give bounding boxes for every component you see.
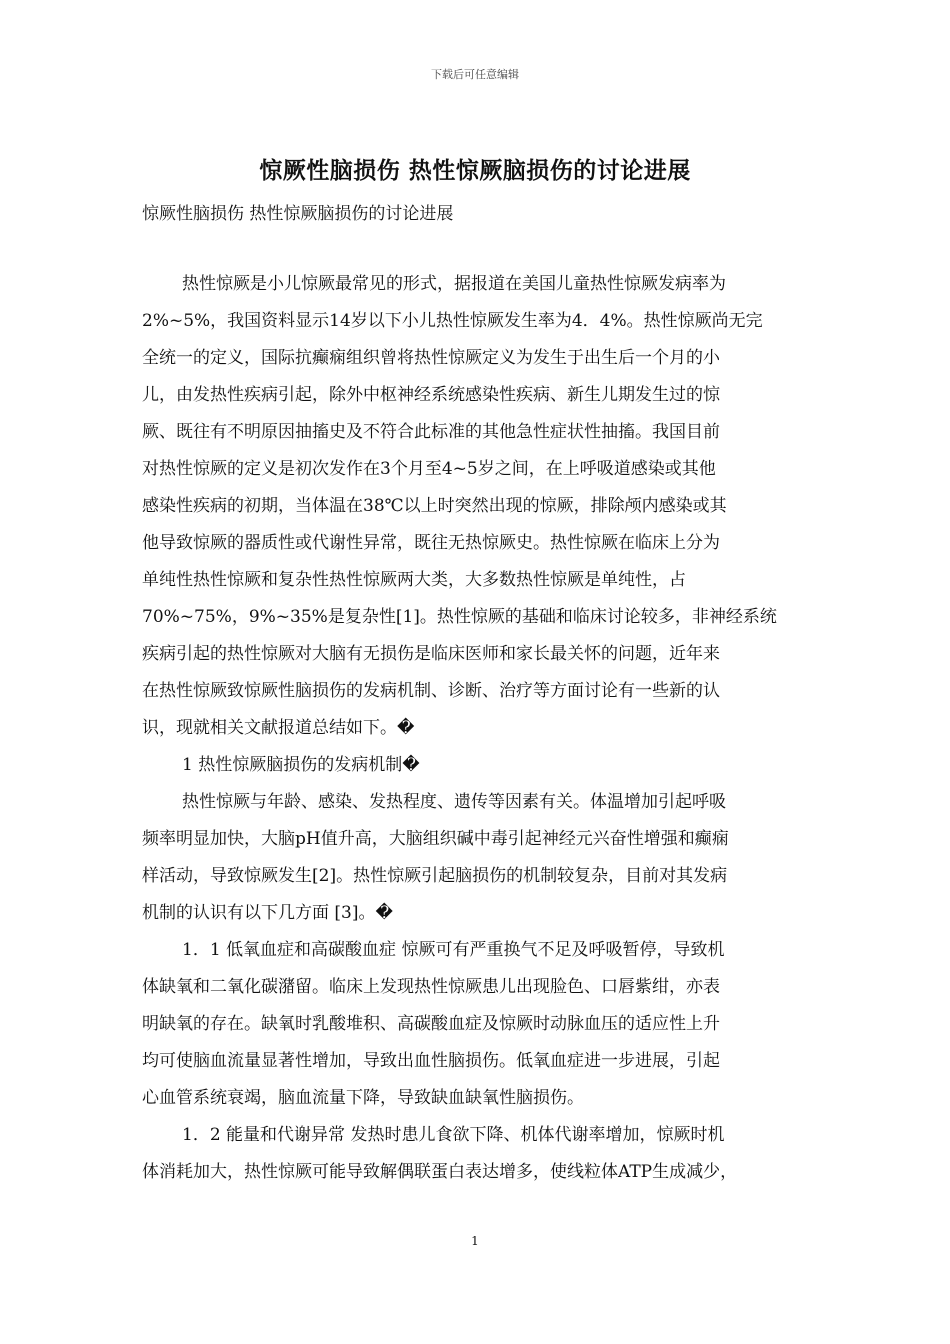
document-subtitle: 惊厥性脑损伤 热性惊厥脑损伤的讨论进展 bbox=[142, 204, 454, 224]
text-line: 儿，由发热性疾病引起，除外中枢神经系统感染性疾病、新生儿期发生过的惊 bbox=[142, 385, 720, 405]
text-line: 识，现就相关文献报道总结如下。� bbox=[142, 718, 415, 738]
text-line: 机制的认识有以下几方面 [3]。� bbox=[142, 903, 393, 923]
text-line: 单纯性热性惊厥和复杂性热性惊厥两大类，大多数热性惊厥是单纯性，占 bbox=[142, 570, 686, 590]
text-line: 感染性疾病的初期，当体温在38℃以上时突然出现的惊厥，排除颅内感染或其 bbox=[142, 496, 727, 516]
text-line: 样活动，导致惊厥发生[2]。热性惊厥引起脑损伤的机制较复杂，目前对其发病 bbox=[142, 866, 728, 886]
document-body bbox=[142, 266, 810, 1191]
text-line: 全统一的定义，国际抗癫痫组织曾将热性惊厥定义为发生于出生后一个月的小 bbox=[142, 348, 720, 368]
text-line: 他导致惊厥的器质性或代谢性异常，既往无热惊厥史。热性惊厥在临床上分为 bbox=[142, 533, 720, 553]
text-line: 热性惊厥与年龄、感染、发热程度、遗传等因素有关。体温增加引起呼吸 bbox=[182, 792, 726, 812]
text-line: 1 热性惊厥脑损伤的发病机制� bbox=[182, 755, 420, 775]
page-number: 1 bbox=[471, 1234, 479, 1248]
text-line: 心血管系统衰竭，脑血流量下降，导致缺血缺氧性脑损伤。 bbox=[142, 1088, 584, 1108]
text-line: 疾病引起的热性惊厥对大脑有无损伤是临床医师和家长最关怀的问题，近年来 bbox=[142, 644, 720, 664]
document-title: 惊厥性脑损伤 热性惊厥脑损伤的讨论进展 bbox=[259, 158, 691, 184]
text-line: 70%~75%，9%~35%是复杂性[1]。热性惊厥的基础和临床讨论较多，非神经系统 bbox=[142, 607, 777, 627]
text-line: 均可使脑血流量显著性增加，导致出血性脑损伤。低氧血症进一步进展，引起 bbox=[142, 1051, 720, 1071]
text-line: 1．2 能量和代谢异常 发热时患儿食欲下降、机体代谢率增加，惊厥时机 bbox=[182, 1125, 725, 1145]
text-line: 1．1 低氧血症和高碳酸血症 惊厥可有严重换气不足及呼吸暂停，导致机 bbox=[182, 940, 725, 960]
page-header: 下载后可任意编辑 bbox=[431, 68, 519, 81]
text-line: 体消耗加大，热性惊厥可能导致解偶联蛋白表达增多，使线粒体ATP生成减少， bbox=[142, 1162, 738, 1182]
text-line: 对热性惊厥的定义是初次发作在3个月至4~5岁之间，在上呼吸道感染或其他 bbox=[142, 459, 716, 479]
text-line: 厥、既往有不明原因抽搐史及不符合此标准的其他急性症状性抽搐。我国目前 bbox=[142, 422, 720, 442]
text-line: 体缺氧和二氧化碳潴留。临床上发现热性惊厥患儿出现脸色、口唇紫绀，亦表 bbox=[142, 977, 720, 997]
text-line: 2%~5%，我国资料显示14岁以下小儿热性惊厥发生率为4．4%。热性惊厥尚无完 bbox=[142, 311, 763, 331]
text-line: 频率明显加快，大脑pH值升高，大脑组织碱中毒引起神经元兴奋性增强和癫痫 bbox=[142, 829, 729, 849]
text-line: 在热性惊厥致惊厥性脑损伤的发病机制、诊断、治疗等方面讨论有一些新的认 bbox=[142, 681, 720, 701]
text-line: 热性惊厥是小儿惊厥最常见的形式，据报道在美国儿童热性惊厥发病率为 bbox=[182, 274, 726, 294]
text-line: 明缺氧的存在。缺氧时乳酸堆积、高碳酸血症及惊厥时动脉血压的适应性上升 bbox=[142, 1014, 720, 1034]
